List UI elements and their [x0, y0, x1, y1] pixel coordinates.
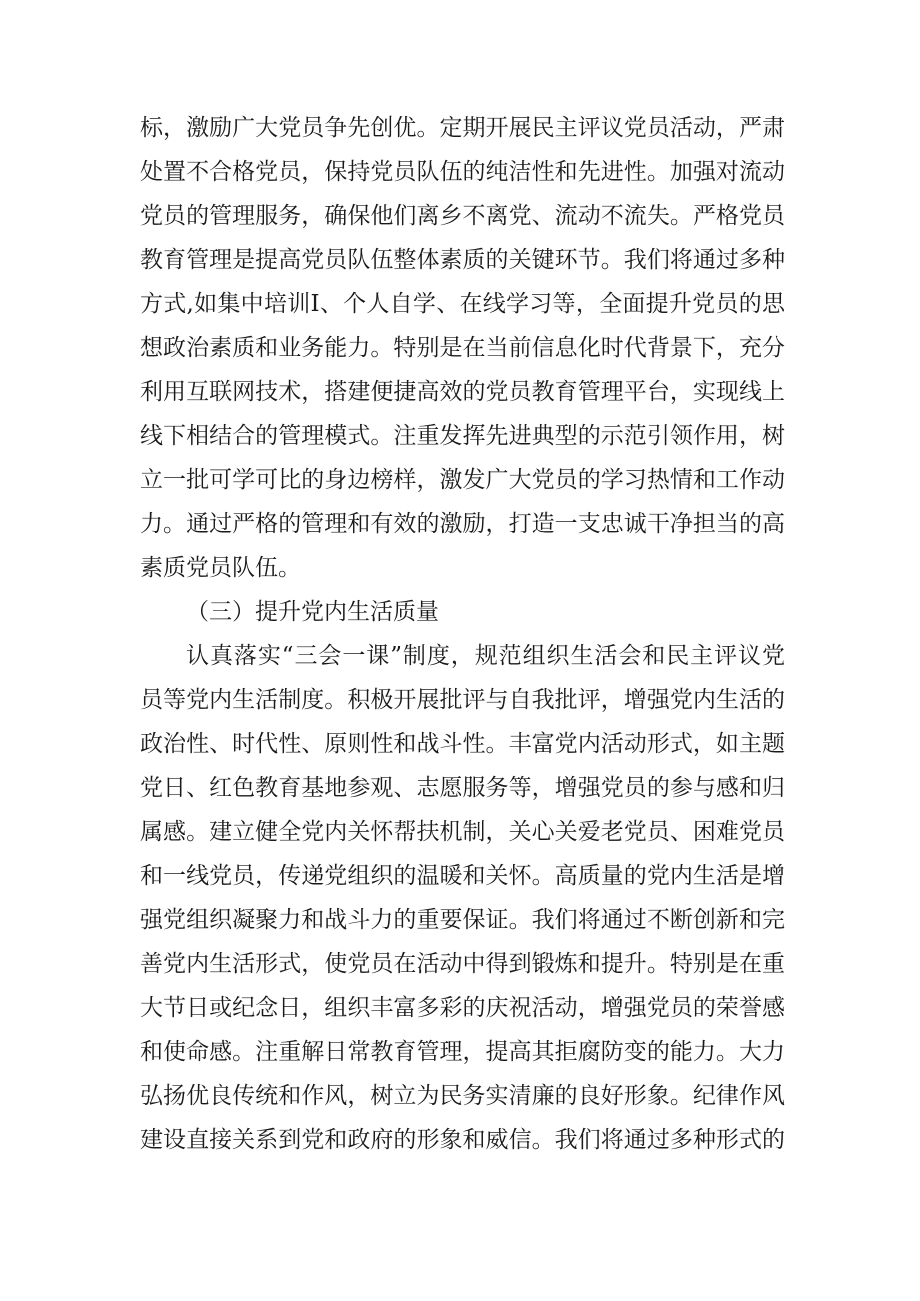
paragraph-line: 标，激励广大党员争先创优。定期开展民主评议党员活动，严肃 — [140, 115, 785, 141]
paragraph-line: 建设直接关系到党和政府的形象和威信。我们将通过多种形式的 — [140, 1127, 785, 1153]
paragraph-line: 线下相结合的管理模式。注重发挥先进典型的示范引领作用，树 — [140, 423, 785, 449]
paragraph-line: 方式,如集中培训Ⅰ、个人自学、在线学习等，全面提升党员的思 — [140, 291, 785, 317]
paragraph-line: 和使命感。注重解日常教育管理，提高其拒腐防变的能力。大力 — [140, 1039, 785, 1065]
section-heading: （三）提升党内生活质量 — [186, 599, 439, 625]
paragraph-line: 立一批可学可比的身边榜样，激发广大党员的学习热情和工作动 — [140, 467, 785, 493]
paragraph-line: 弘扬优良传统和作风，树立为民务实清廉的良好形象。纪律作风 — [140, 1083, 785, 1109]
paragraph-line: 政治性、时代性、原则性和战斗性。丰富党内活动形式，如主题 — [140, 731, 785, 757]
paragraph-line: 利用互联网技术，搭建便捷高效的党员教育管理平台，实现线上 — [140, 379, 785, 405]
paragraph-line: 素质党员队伍。 — [140, 555, 301, 581]
paragraph-line: 认真落实“三会一课”制度，规范组织生活会和民主评议党 — [186, 643, 785, 669]
paragraph-line: 教育管理是提高党员队伍整体素质的关键环节。我们将通过多种 — [140, 247, 785, 273]
paragraph-line: 强党组织凝聚力和战斗力的重要保证。我们将通过不断创新和完 — [140, 907, 785, 933]
paragraph-line: 大节日或纪念日，组织丰富多彩的庆祝活动，增强党员的荣誉感 — [140, 995, 785, 1021]
paragraph-line: 员等党内生活制度。积极开展批评与自我批评，增强党内生活的 — [140, 687, 785, 713]
paragraph-line: 力。通过严格的管理和有效的激励，打造一支忠诚干净担当的高 — [140, 511, 785, 537]
paragraph-line: 党日、红色教育基地参观、志愿服务等，增强党员的参与感和归 — [140, 775, 785, 801]
paragraph-line: 善党内生活形式，使党员在活动中得到锻炼和提升。特别是在重 — [140, 951, 785, 977]
paragraph-line: 想政治素质和业务能力。特别是在当前信息化时代背景下，充分 — [140, 335, 785, 361]
paragraph-line: 属感。建立健全党内关怀帮扶机制，关心关爱老党员、困难党员 — [140, 819, 785, 845]
paragraph-line: 党员的管理服务，确保他们离乡不离党、流动不流失。严格党员 — [140, 203, 785, 229]
paragraph-line: 处置不合格党员，保持党员队伍的纯洁性和先进性。加强对流动 — [140, 159, 785, 185]
paragraph-line: 和一线党员，传递党组织的温暖和关怀。高质量的党内生活是增 — [140, 863, 785, 889]
